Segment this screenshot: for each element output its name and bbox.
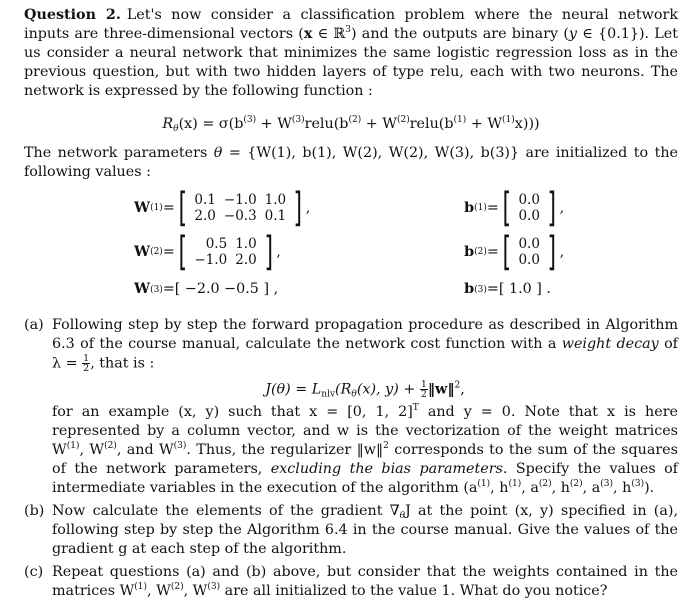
intro-text-3: ). Let us consider a neural network that minimizes the same logistic regression loss as in the previous question, but with two hidden layers of type relu, each with two neurons. The network is expressed by the following function :	[24, 26, 678, 99]
a-text-13: , h	[551, 480, 570, 496]
w1-eq: =	[162, 199, 175, 216]
w2-cell: 1.0	[235, 236, 257, 252]
intro-y: y	[568, 26, 577, 42]
b2-eq: =	[486, 243, 499, 260]
a-s2: (2)	[104, 441, 117, 451]
b1-cell: 0.0	[518, 192, 540, 208]
b2-cell: 0.0	[518, 236, 540, 252]
eq-lhs: R	[162, 116, 174, 132]
intro-set: ∈ {0.1}	[577, 26, 639, 42]
b2-cell: 0.0	[518, 252, 540, 268]
b2-vector: b (2) = [ 0.0 0.0 ] ,	[464, 229, 565, 275]
item-a-label: (a)	[24, 317, 44, 333]
a-sq2: 2	[383, 441, 389, 451]
matrix-row-2	[24, 229, 676, 275]
b1-cell: 0.0	[518, 208, 540, 224]
eq-lhs-sub: θ	[173, 124, 179, 134]
w1-table	[190, 192, 290, 224]
a-text-14: , a	[582, 480, 601, 496]
a-text-15: , h	[613, 480, 632, 496]
cost-function-equation	[52, 380, 678, 400]
params-set: = {W(1), b(1), W(2), W(2), W(3), b(3)}	[222, 145, 520, 161]
params-intro-1: The network parameters	[24, 145, 214, 161]
b2-right-bracket: ]	[547, 229, 557, 275]
a-i6: (3)	[631, 479, 645, 489]
w1-comma: ,	[305, 199, 311, 216]
w1-cell: 1.0	[264, 192, 287, 208]
cost-norm: ‖w‖	[427, 381, 455, 397]
w1-matrix: W (1) = [ 0.1 −1.0 1.0 2.0 −0.3 0.1 ] ,	[134, 185, 311, 231]
w2-left-bracket: [	[178, 229, 187, 275]
params-intro	[24, 144, 678, 182]
c-s2: (2)	[170, 582, 184, 592]
b3-vector: b (3) = [ 1.0 ] .	[464, 281, 551, 297]
intro-in: ∈ ℝ	[312, 26, 346, 42]
a-excluding: excluding the bias parameters	[270, 461, 503, 477]
b1-name: b	[464, 199, 475, 216]
intro-text-2: ) and the outputs are binary (	[351, 26, 569, 42]
a-text-10: . Specify the values of intermediate variables in the execution of the algorithm (a	[52, 461, 678, 496]
w1-cell: 2.0	[194, 208, 216, 224]
a-i3: (2)	[538, 479, 552, 489]
a-text-12: , a	[521, 480, 539, 496]
w2-cell: 0.5	[205, 236, 228, 252]
cost-mid: (R	[335, 381, 352, 397]
a-text-2: of λ =	[52, 336, 678, 372]
eq-p5: + W	[466, 116, 503, 132]
c-text-1: Repeat questions (a) and (b) above, but consider that the weights contained in the matrices W	[52, 564, 678, 599]
params-theta: θ	[213, 145, 223, 161]
item-c	[24, 563, 678, 601]
b1-right-bracket: ]	[547, 185, 557, 231]
cost-theta: θ	[351, 389, 357, 399]
w1-cell: 0.1	[264, 208, 287, 224]
w3-value: [ −2.0 −0.5 ] ,	[174, 281, 279, 297]
w1-cell: 0.1	[194, 192, 216, 208]
a-weight-decay: weight decay	[561, 336, 659, 352]
a-text-16: ).	[644, 480, 655, 496]
cost-end: ,	[460, 381, 465, 397]
eq-p2: relu(b	[304, 116, 349, 132]
parameter-matrices	[24, 185, 678, 316]
params-intro-2: are initialized to the following values :	[24, 145, 678, 180]
a-text-4: for an example (x, y) such that x = [0, 1, 2]	[52, 404, 413, 420]
lambda-fraction	[82, 354, 90, 373]
w1-cell: −0.3	[223, 208, 257, 224]
b2-table	[514, 236, 543, 268]
a-i5: (3)	[600, 479, 614, 489]
eq-p1: + W	[256, 116, 292, 132]
eq-w2: (2)	[396, 115, 410, 125]
lambda-den: 2	[83, 363, 90, 374]
w2-name: W	[134, 243, 151, 260]
c-text-3: , W	[183, 583, 208, 599]
matrix-row-1	[24, 185, 676, 231]
a-t-sup: T	[412, 403, 419, 413]
w3-eq: =	[162, 281, 175, 297]
intro-r-exp: 3	[345, 25, 351, 35]
cost-rest: (x), y) +	[356, 381, 420, 397]
item-a	[24, 316, 678, 498]
eq-p3: + W	[361, 116, 397, 132]
item-c-label: (c)	[24, 564, 44, 580]
b1-left-bracket: [	[502, 185, 511, 231]
a-i2: (1)	[508, 479, 522, 489]
w1-name: W	[134, 199, 151, 216]
question-label: Question 2.	[24, 7, 121, 23]
b1-values	[499, 185, 560, 231]
intro-x: x	[303, 26, 313, 42]
b-sub: θ	[399, 511, 406, 521]
eq-p4: relu(b	[409, 116, 454, 132]
item-b	[24, 502, 678, 559]
w2-cell: 2.0	[235, 252, 257, 268]
b3-eq: =	[486, 281, 499, 297]
eq-b1: (1)	[453, 115, 467, 125]
w2-matrix: W (2) = [ 0.5 1.0 −1.0 2.0 ] ,	[134, 229, 281, 275]
b2-comma: ,	[559, 243, 565, 260]
c-text-2: , W	[147, 583, 171, 599]
eq-b3: (3)	[243, 115, 257, 125]
w2-table	[190, 236, 260, 268]
w2-right-bracket: ]	[264, 229, 273, 275]
b2-name: b	[464, 243, 475, 260]
a-text-1: Following step by step the forward propagation procedure as described in Algorithm 6.3 of the course manual, calculate the network cost function with a	[52, 317, 678, 352]
w1-cell: −1.0	[223, 192, 257, 208]
a-i4: (2)	[569, 479, 583, 489]
eq-p6: x)))	[514, 116, 540, 132]
item-c-body	[52, 563, 678, 601]
cost-frac-den: 2	[420, 388, 427, 400]
w3-name: W	[134, 281, 151, 297]
cost-frac-num: 1	[420, 378, 427, 390]
a-s3: (3)	[173, 441, 187, 451]
b2-values	[499, 229, 560, 275]
a-s1: (1)	[66, 441, 80, 451]
b1-comma: ,	[559, 199, 565, 216]
c-s1: (1)	[134, 582, 148, 592]
b3-name: b	[464, 281, 475, 297]
a-text-3: , that is :	[90, 355, 155, 372]
question-intro	[24, 6, 678, 101]
a-text-9: corresponds to the sum of the squares of the network parameters,	[52, 442, 678, 477]
b1-eq: =	[486, 199, 499, 216]
b-text-2: J at the point (x, y) specified in (a), following step by step the Algorithm 6.4 in the course manual. Give the values of the gradient g at each step of the algorithm.	[52, 503, 678, 557]
cost-sq: 2	[454, 380, 461, 390]
eq-b2: (2)	[348, 115, 362, 125]
w2-cell: −1.0	[194, 252, 228, 268]
c-text-4: are all initialized to the value 1. What do you notice?	[220, 583, 608, 599]
matrix-row-3	[24, 280, 676, 299]
w1-left-bracket: [	[178, 185, 187, 231]
item-a-body	[52, 316, 678, 498]
w1-values	[175, 185, 306, 231]
a-text-11: , h	[490, 480, 509, 496]
a-text-7: , and W	[116, 442, 174, 458]
a-text-6: , W	[79, 442, 105, 458]
w2-values	[175, 229, 276, 275]
w2-eq: =	[162, 243, 175, 260]
b1-table	[514, 192, 543, 224]
lambda-num: 1	[83, 353, 90, 364]
cost-fraction	[420, 380, 428, 399]
eq-lhs-arg: (x) = σ(b	[178, 116, 244, 132]
network-function-equation	[24, 115, 678, 134]
a-text-5: and y = 0. Note that x is here represented by a column vector, and w is the vectorization of the weight matrices W	[52, 404, 678, 458]
w3-matrix: W (3) = [ −2.0 −0.5 ] ,	[134, 281, 279, 297]
w1-right-bracket: ]	[293, 185, 303, 231]
b1-vector: b (1) = [ 0.0 0.0 ] ,	[464, 185, 565, 231]
a-text-8: . Thus, the regularizer ‖w‖	[186, 442, 384, 458]
cost-sub: nlv	[321, 389, 336, 399]
item-b-body	[52, 502, 678, 559]
c-s3: (3)	[207, 582, 221, 592]
a-i1: (1)	[477, 479, 491, 489]
b3-value: [ 1.0 ] .	[498, 281, 551, 297]
intro-text-1: Let's now consider a classification problem where the neural network inputs are three-dimensional vectors (	[24, 7, 678, 42]
eq-w1: (1)	[502, 115, 515, 125]
b-text-1: Now calculate the elements of the gradient ∇	[52, 503, 400, 519]
w2-comma: ,	[276, 243, 281, 260]
item-b-label: (b)	[24, 503, 45, 519]
b2-left-bracket: [	[502, 229, 511, 275]
eq-w3: (3)	[291, 115, 305, 125]
cost-lhs: J(θ) = L	[265, 381, 322, 397]
